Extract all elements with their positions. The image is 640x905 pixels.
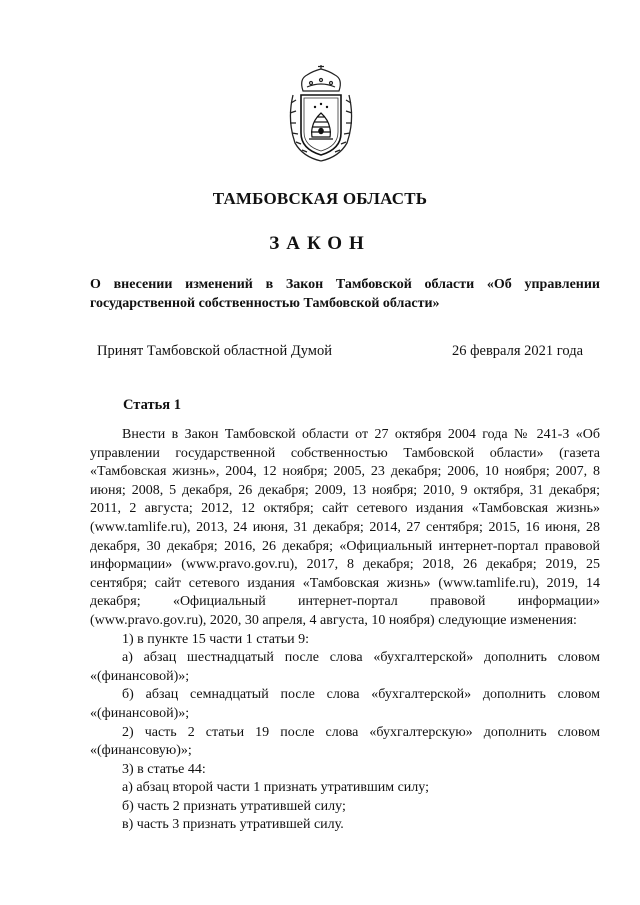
article-item: б) часть 2 признать утратившей силу; [122,798,346,814]
document-type: ЗАКОН [269,233,371,254]
article-item: а) абзац второй части 1 признать утратившим силу; [122,780,429,796]
article-item: 3) в статье 44: [122,761,206,777]
coat-of-arms-icon [285,65,357,165]
article-intro: Внести в Закон Тамбовской области от 27 октября 2004 года № 241-З «Об управлении государственной собственностью Тамбовской области» (газета «Тамбовская жизнь», 2004, 12 ноября; 2005, 23 декабря; 2006, 10 ноября; 2007, 8 июня; 2008, 5 декабря, 26 декабря; 2009, 13 ноября; 2010, 9 октября, 31 декабря; 2011, 2 августа; 2012, 12 октября; сайт сетевого издания «Тамбовская жизнь» (www.tamlife.ru), 2013, 24 июня, 31 декабря; 2014, 27 сентября; 2015, 16 июня, 28 декабря, 30 декабря; 2016, 26 декабря; «Официальный интернет-портал правовой информации» (www.pravo.gov.ru), 2017, 8 декабря; 2018, 26 декабря; 2019, 25 сентября; сайт сетевого издания «Тамбовская жизнь» (www.tamlife.ru), 2019, 14 декабря; «Официальный интернет-портал правовой информации» (www.pravo.gov.ru), 2020, 30 апреля, 4 августа, 10 ноября) следующие изменения: [90,427,600,628]
article-item: 2) часть 2 статьи 19 после слова «бухгалтерскую» дополнить словом «(финансовую)»; [90,724,600,759]
adoption-date: 26 февраля 2021 года [452,343,584,359]
article-item: а) абзац шестнадцатый после слова «бухгалтерской» дополнить словом «(финансовой)»; [90,650,600,684]
law-subject: О внесении изменений в Закон Тамбовской области «Об управлении государственной собственностью Тамбовской области» [90,277,600,311]
article-item: в) часть 3 признать утратившей силу. [122,817,344,833]
article-body [90,426,600,835]
article-title: Статья 1 [123,397,181,413]
article-item: 1) в пункте 15 части 1 статьи 9: [122,631,310,647]
article-item: б) абзац семнадцатый после слова «бухгалтерской» дополнить словом «(финансовой)»; [90,687,600,721]
adopted-by: Принят Тамбовской областной Думой [97,343,332,359]
region-title: ТАМБОВСКАЯ ОБЛАСТЬ [212,189,428,208]
